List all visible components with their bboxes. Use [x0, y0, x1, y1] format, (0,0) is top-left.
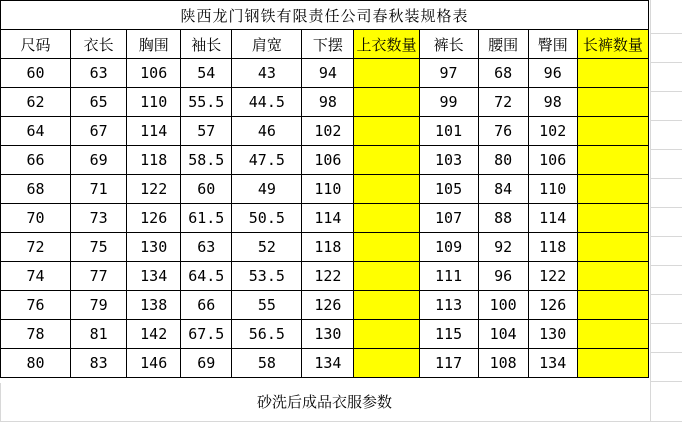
- data-cell[interactable]: 110: [302, 175, 354, 204]
- data-cell[interactable]: 130: [302, 320, 354, 349]
- data-cell[interactable]: 106: [528, 146, 577, 175]
- data-cell[interactable]: 52: [232, 233, 302, 262]
- data-cell[interactable]: 96: [478, 262, 528, 291]
- quantity-input-cell[interactable]: [354, 233, 419, 262]
- data-cell[interactable]: 130: [528, 320, 577, 349]
- data-cell[interactable]: 108: [478, 349, 528, 378]
- data-cell[interactable]: 56.5: [232, 320, 302, 349]
- header-cell[interactable]: 下摆: [302, 30, 354, 59]
- data-cell[interactable]: 66: [181, 291, 232, 320]
- quantity-input-cell[interactable]: [577, 291, 648, 320]
- data-cell[interactable]: 101: [419, 117, 478, 146]
- data-cell[interactable]: 118: [528, 233, 577, 262]
- table-row: [1, 291, 649, 320]
- gridline-row-margin: [650, 33, 682, 34]
- table-row: [1, 204, 649, 233]
- data-cell[interactable]: 126: [302, 291, 354, 320]
- data-cell[interactable]: 94: [302, 59, 354, 88]
- data-cell[interactable]: 68: [478, 59, 528, 88]
- data-cell[interactable]: 63: [71, 59, 127, 88]
- data-cell[interactable]: 118: [302, 233, 354, 262]
- data-cell[interactable]: 106: [302, 146, 354, 175]
- table-row: [1, 117, 649, 146]
- data-cell[interactable]: 106: [127, 59, 181, 88]
- quantity-input-cell[interactable]: [354, 349, 419, 378]
- data-cell[interactable]: 104: [478, 320, 528, 349]
- quantity-input-cell[interactable]: [354, 146, 419, 175]
- data-cell[interactable]: 102: [302, 117, 354, 146]
- quantity-input-cell[interactable]: [577, 88, 648, 117]
- data-cell[interactable]: 83: [71, 349, 127, 378]
- header-cell[interactable]: 上衣数量: [354, 30, 419, 59]
- table-row: [1, 262, 649, 291]
- data-cell[interactable]: 96: [528, 59, 577, 88]
- data-cell[interactable]: 73: [71, 204, 127, 233]
- data-cell[interactable]: 118: [127, 146, 181, 175]
- data-cell[interactable]: 47.5: [232, 146, 302, 175]
- data-cell[interactable]: 55: [232, 291, 302, 320]
- header-cell[interactable]: 长裤数量: [577, 30, 648, 59]
- quantity-input-cell[interactable]: [354, 175, 419, 204]
- gridline-row-margin: [650, 149, 682, 150]
- data-cell[interactable]: 113: [419, 291, 478, 320]
- data-cell[interactable]: 55.5: [181, 88, 232, 117]
- gridline-row-margin: [650, 120, 682, 121]
- data-cell[interactable]: 57: [181, 117, 232, 146]
- data-cell[interactable]: 130: [127, 233, 181, 262]
- gridline-row-margin: [650, 294, 682, 295]
- data-cell[interactable]: 102: [528, 117, 577, 146]
- data-cell[interactable]: 134: [528, 349, 577, 378]
- data-cell[interactable]: 43: [232, 59, 302, 88]
- data-cell[interactable]: 71: [71, 175, 127, 204]
- table-row: [1, 349, 649, 378]
- data-cell[interactable]: 99: [419, 88, 478, 117]
- data-cell[interactable]: 49: [232, 175, 302, 204]
- data-cell[interactable]: 68: [1, 175, 71, 204]
- data-cell[interactable]: 97: [419, 59, 478, 88]
- data-cell[interactable]: 66: [1, 146, 71, 175]
- gridline-row-margin: [650, 207, 682, 208]
- data-cell[interactable]: 110: [528, 175, 577, 204]
- data-cell[interactable]: 75: [71, 233, 127, 262]
- quantity-input-cell[interactable]: [577, 349, 648, 378]
- table-row: [1, 175, 649, 204]
- table-row: [1, 233, 649, 262]
- data-cell[interactable]: 80: [478, 146, 528, 175]
- table-row: [1, 59, 649, 88]
- header-row: [1, 30, 649, 59]
- data-cell[interactable]: 53.5: [232, 262, 302, 291]
- data-cell[interactable]: 98: [528, 88, 577, 117]
- data-cell[interactable]: 109: [419, 233, 478, 262]
- data-cell[interactable]: 54: [181, 59, 232, 88]
- gridline-row-margin: [650, 265, 682, 266]
- header-cell[interactable]: 衣长: [71, 30, 127, 59]
- sheet-title-cell[interactable]: 陕西龙门钢铁有限责任公司春秋装规格表: [1, 1, 649, 30]
- data-cell[interactable]: 117: [419, 349, 478, 378]
- gridline-row-margin: [650, 236, 682, 237]
- data-cell[interactable]: 61.5: [181, 204, 232, 233]
- data-cell[interactable]: 81: [71, 320, 127, 349]
- header-cell[interactable]: 尺码: [1, 30, 71, 59]
- gridline-row-margin: [650, 381, 682, 382]
- data-cell[interactable]: 105: [419, 175, 478, 204]
- quantity-input-cell[interactable]: [354, 88, 419, 117]
- data-cell[interactable]: 60: [181, 175, 232, 204]
- data-cell[interactable]: 80: [1, 349, 71, 378]
- data-cell[interactable]: 88: [478, 204, 528, 233]
- data-cell[interactable]: 122: [528, 262, 577, 291]
- quantity-input-cell[interactable]: [577, 117, 648, 146]
- data-cell[interactable]: 92: [478, 233, 528, 262]
- table-row: [1, 320, 649, 349]
- data-cell[interactable]: 69: [71, 146, 127, 175]
- footer-note-cell[interactable]: 砂洗后成品衣服参数: [256, 393, 392, 411]
- gridline-bottom: [0, 421, 682, 422]
- data-cell[interactable]: 134: [127, 262, 181, 291]
- header-cell[interactable]: 胸围: [127, 30, 181, 59]
- data-cell[interactable]: 46: [232, 117, 302, 146]
- quantity-input-cell[interactable]: [354, 59, 419, 88]
- data-cell[interactable]: 142: [127, 320, 181, 349]
- data-cell[interactable]: 111: [419, 262, 478, 291]
- data-cell[interactable]: 114: [302, 204, 354, 233]
- quantity-input-cell[interactable]: [577, 233, 648, 262]
- data-cell[interactable]: 58.5: [181, 146, 232, 175]
- data-cell[interactable]: 100: [478, 291, 528, 320]
- data-cell[interactable]: 84: [478, 175, 528, 204]
- quantity-input-cell[interactable]: [577, 204, 648, 233]
- gridline-vertical-left-footer: [0, 383, 1, 422]
- quantity-input-cell[interactable]: [577, 320, 648, 349]
- data-cell[interactable]: 44.5: [232, 88, 302, 117]
- data-cell[interactable]: 122: [302, 262, 354, 291]
- data-cell[interactable]: 63: [181, 233, 232, 262]
- data-cell[interactable]: 65: [71, 88, 127, 117]
- data-cell[interactable]: 72: [1, 233, 71, 262]
- quantity-input-cell[interactable]: [354, 262, 419, 291]
- header-cell[interactable]: 袖长: [181, 30, 232, 59]
- gridline-row-margin: [650, 178, 682, 179]
- title-row: [1, 1, 649, 30]
- data-cell[interactable]: 50.5: [232, 204, 302, 233]
- data-cell[interactable]: 72: [478, 88, 528, 117]
- data-cell[interactable]: 67: [71, 117, 127, 146]
- data-cell[interactable]: 76: [1, 291, 71, 320]
- data-cell[interactable]: 64.5: [181, 262, 232, 291]
- data-cell[interactable]: 126: [528, 291, 577, 320]
- quantity-input-cell[interactable]: [577, 175, 648, 204]
- data-cell[interactable]: 62: [1, 88, 71, 117]
- data-cell[interactable]: 70: [1, 204, 71, 233]
- header-cell[interactable]: 肩宽: [232, 30, 302, 59]
- gridline-row-margin: [650, 62, 682, 63]
- quantity-input-cell[interactable]: [354, 204, 419, 233]
- data-cell[interactable]: 67.5: [181, 320, 232, 349]
- header-cell[interactable]: 腰围: [478, 30, 528, 59]
- data-cell[interactable]: 107: [419, 204, 478, 233]
- data-cell[interactable]: 146: [127, 349, 181, 378]
- data-cell[interactable]: 58: [232, 349, 302, 378]
- data-cell[interactable]: 76: [478, 117, 528, 146]
- data-cell[interactable]: 69: [181, 349, 232, 378]
- data-cell[interactable]: 79: [71, 291, 127, 320]
- table-row: [1, 88, 649, 117]
- gridline-row-margin: [650, 91, 682, 92]
- data-cell[interactable]: 110: [127, 88, 181, 117]
- data-cell[interactable]: 138: [127, 291, 181, 320]
- table-row: [1, 146, 649, 175]
- quantity-input-cell[interactable]: [577, 59, 648, 88]
- quantity-input-cell[interactable]: [354, 320, 419, 349]
- gridline-row-margin: [650, 323, 682, 324]
- data-cell[interactable]: 115: [419, 320, 478, 349]
- data-cell[interactable]: 74: [1, 262, 71, 291]
- data-cell[interactable]: 60: [1, 59, 71, 88]
- quantity-input-cell[interactable]: [354, 291, 419, 320]
- quantity-input-cell[interactable]: [354, 117, 419, 146]
- data-cell[interactable]: 103: [419, 146, 478, 175]
- quantity-input-cell[interactable]: [577, 262, 648, 291]
- data-cell[interactable]: 134: [302, 349, 354, 378]
- data-cell[interactable]: 126: [127, 204, 181, 233]
- data-cell[interactable]: 64: [1, 117, 71, 146]
- gridline-vertical-right: [650, 0, 651, 422]
- data-cell[interactable]: 78: [1, 320, 71, 349]
- header-cell[interactable]: 臀围: [528, 30, 577, 59]
- data-cell[interactable]: 122: [127, 175, 181, 204]
- gridline-row-margin: [650, 352, 682, 353]
- quantity-input-cell[interactable]: [577, 146, 648, 175]
- data-cell[interactable]: 114: [528, 204, 577, 233]
- data-cell[interactable]: 98: [302, 88, 354, 117]
- data-cell[interactable]: 114: [127, 117, 181, 146]
- data-cell[interactable]: 77: [71, 262, 127, 291]
- header-cell[interactable]: 裤长: [419, 30, 478, 59]
